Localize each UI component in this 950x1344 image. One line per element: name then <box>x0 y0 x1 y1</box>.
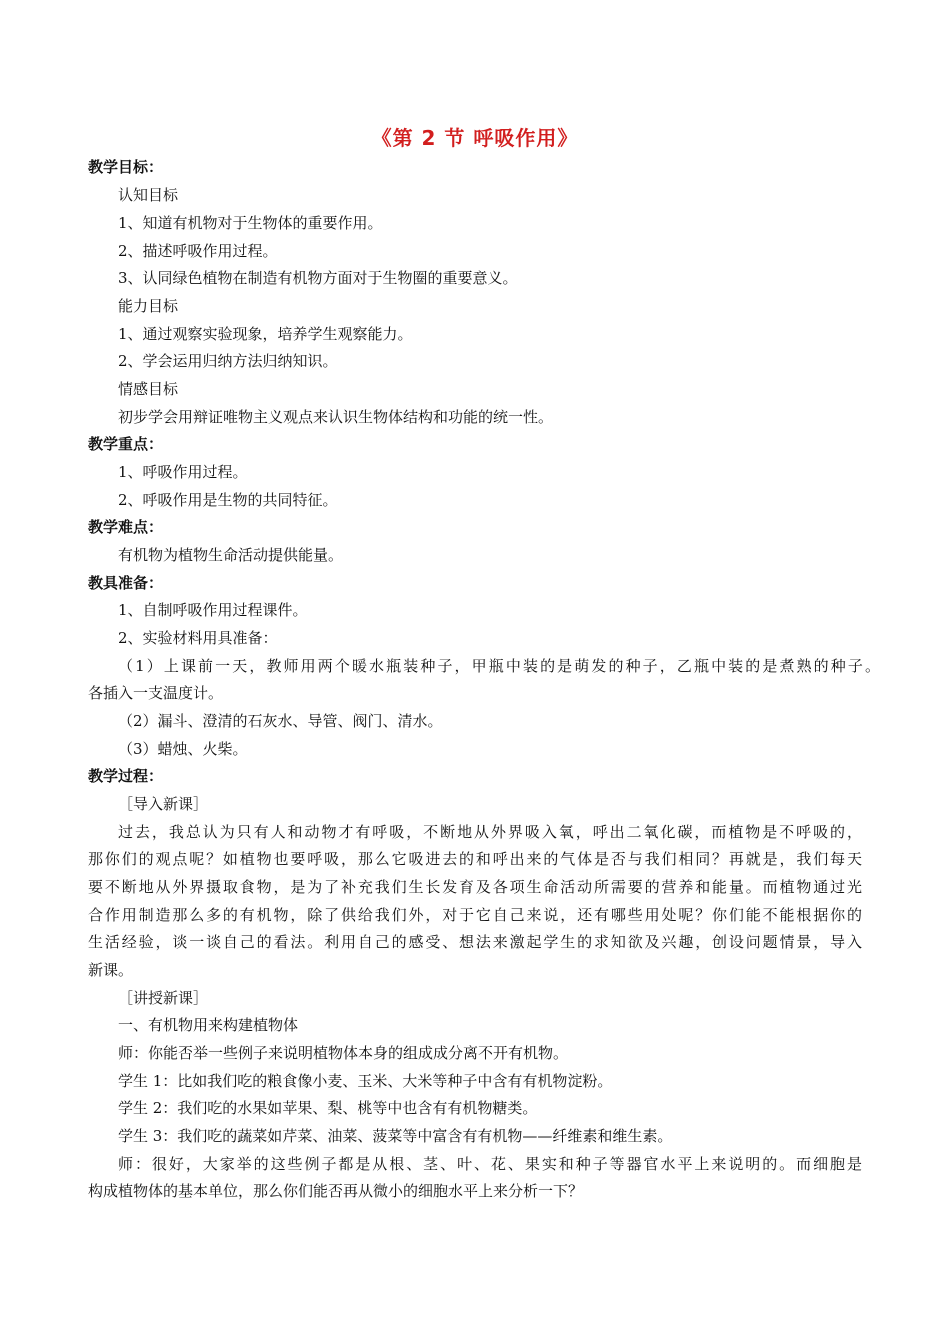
emotion-label: 情感目标 <box>118 380 179 398</box>
emotion-text: 初步学会用辩证唯物主义观点来认识生物体结构和功能的统一性。 <box>118 408 554 426</box>
cognitive-item: 2、描述呼吸作用过程。 <box>118 242 278 260</box>
difficulty-heading: 教学难点： <box>88 518 164 536</box>
document-title: 《第 2 节 呼吸作用》 <box>371 126 579 150</box>
difficulty-text: 有机物为植物生命活动提供能量。 <box>118 546 344 564</box>
intro-paragraph-line: 合作用制造那么多的有机物，除了供给我们外，对于它自己来说，还有哪些用处呢？你们能不能根据你的 <box>88 906 862 924</box>
materials-subitem-cont: 各插入一支温度计。 <box>88 684 224 702</box>
cognitive-item: 3、认同绿色植物在制造有机物方面对于生物圈的重要意义。 <box>118 269 518 287</box>
intro-paragraph-line: 生活经验，谈一谈自己的看法。利用自己的感受、想法来激起学生的求知欲及兴趣，创设问题情景，导入 <box>88 933 862 951</box>
key-points-heading: 教学重点： <box>88 435 164 453</box>
materials-item: 2、实验材料用具准备： <box>118 629 278 647</box>
intro-paragraph-line: 那你们的观点呢？如植物也要呼吸，那么它吸进去的和呼出来的气体是否与我们相同？再就是，我们每天 <box>88 850 862 868</box>
key-point-item: 2、呼吸作用是生物的共同特征。 <box>118 491 338 509</box>
key-point-item: 1、呼吸作用过程。 <box>118 463 248 481</box>
teacher-question: 师：你能否举一些例子来说明植物体本身的组成成分离不开有机物。 <box>118 1044 569 1062</box>
intro-paragraph-line: 新课。 <box>88 961 134 979</box>
materials-subitem: （3）蜡烛、火柴。 <box>118 740 248 758</box>
materials-subitem: （2）漏斗、澄清的石灰水、导管、阀门、清水。 <box>118 712 443 730</box>
student-answer: 学生 1：比如我们吃的粮食像小麦、玉米、大米等种子中含有有机物淀粉。 <box>118 1072 613 1090</box>
ability-item: 1、通过观察实验现象，培养学生观察能力。 <box>118 325 413 343</box>
intro-paragraph-line: 过去，我总认为只有人和动物才有呼吸，不断地从外界吸入氧，呼出二氧化碳，而植物是不呼吸的， <box>118 823 862 841</box>
student-answer: 学生 2：我们吃的水果如苹果、梨、桃等中也含有有机物糖类。 <box>118 1099 538 1117</box>
teacher-response-cont: 构成植物体的基本单位，那么你们能否再从微小的细胞水平上来分析一下？ <box>88 1182 584 1200</box>
goals-heading: 教学目标： <box>88 158 164 176</box>
lecture-label: ［讲授新课］ <box>118 989 209 1007</box>
materials-heading: 教具准备： <box>88 574 164 592</box>
cognitive-item: 1、知道有机物对于生物体的重要作用。 <box>118 214 383 232</box>
intro-label: ［导入新课］ <box>118 795 209 813</box>
cognitive-label: 认知目标 <box>118 186 179 204</box>
materials-subitem: （1）上课前一天，教师用两个暖水瓶装种子，甲瓶中装的是萌发的种子，乙瓶中装的是煮熟的种子。 <box>118 657 880 675</box>
section-heading: 一、有机物用来构建植物体 <box>118 1016 299 1034</box>
ability-label: 能力目标 <box>118 297 179 315</box>
materials-item: 1、自制呼吸作用过程课件。 <box>118 601 308 619</box>
intro-paragraph-line: 要不断地从外界摄取食物，是为了补充我们生长发育及各项生命活动所需要的营养和能量。而植物通过光 <box>88 878 862 896</box>
ability-item: 2、学会运用归纳方法归纳知识。 <box>118 352 338 370</box>
student-answer: 学生 3：我们吃的蔬菜如芹菜、油菜、菠菜等中富含有有机物——纤维素和维生素。 <box>118 1127 673 1145</box>
process-heading: 教学过程： <box>88 767 164 785</box>
teacher-response: 师：很好，大家举的这些例子都是从根、茎、叶、花、果实和种子等器官水平上来说明的。而细胞是 <box>118 1155 862 1173</box>
